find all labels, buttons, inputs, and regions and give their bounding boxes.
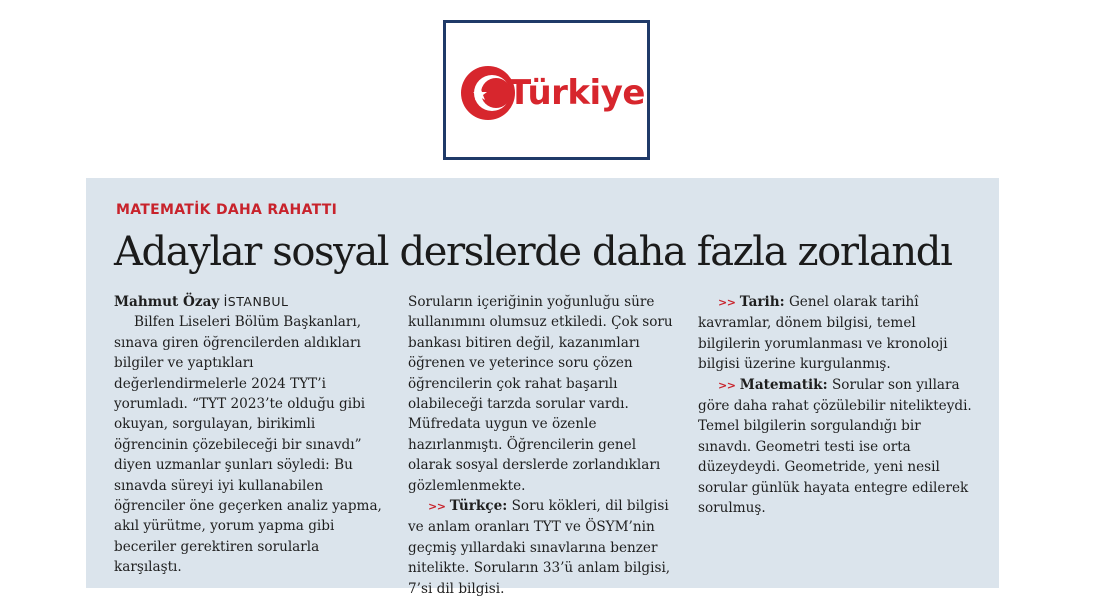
tarih-section bbox=[698, 292, 973, 375]
tarih-text: Genel olarak tarihî kavramlar, dönem bilgisi, temel bilgilerin yorumlanması ve kronoloji bilgisi üzerine kurgulanmış. bbox=[698, 294, 948, 373]
logo-wordmark: Türkiye bbox=[508, 73, 645, 113]
article-column-3 bbox=[698, 292, 973, 518]
article-clipping bbox=[86, 178, 999, 597]
byline-location: İSTANBUL bbox=[223, 294, 289, 309]
section-marker-icon: >> bbox=[718, 296, 736, 309]
tarih-subhead: Tarih: bbox=[739, 294, 785, 310]
turkce-text: Soru kökleri, dil bilgisi ve anlam oranları TYT ve ÖSYM’nin geçmiş yıllardaki sınavlarına benzer nitelikte. Soruların 33’ü anlam bilgisi, 7’si dil bilgisi. bbox=[408, 498, 671, 597]
article-column-1 bbox=[114, 292, 384, 578]
byline-author: Mahmut Özay bbox=[114, 294, 220, 310]
article-column-2 bbox=[408, 292, 678, 599]
turkce-subhead: Türkçe: bbox=[449, 498, 508, 515]
article-kicker: MATEMATİK DAHA RAHATTI bbox=[116, 202, 338, 218]
section-marker-icon: >> bbox=[428, 500, 446, 514]
paragraph: Soruların içeriğinin yoğunluğu süre kullanımını olumsuz etkiledi. Çok soru bankası bitiren değil, kazanımları öğrenen ve yeterince soru çözen öğrencilerin çok rahat başarılı olabileceği tarzda sorular vardı. Müfredata uygun ve özenle hazırlanmıştı. Öğrencilerin genel olarak sosyal derslerde zorlandıkları gözlemlenmekte. bbox=[408, 294, 673, 494]
matematik-text: Sorular son yıllara göre daha rahat çözülebilir nitelikteydi. Temel bilgilerin sorgulandığı bir sınavdı. Geometri testi ise orta düzeydeydi. Geometride, yeni nesil sorular günlük hayata entegre edilerek sorulmuş. bbox=[698, 376, 972, 517]
matematik-subhead: Matematik: bbox=[739, 376, 828, 393]
turkce-section bbox=[408, 496, 678, 599]
matematik-section bbox=[698, 375, 973, 519]
section-marker-icon: >> bbox=[718, 378, 736, 392]
article-headline: Adaylar sosyal derslerde daha fazla zorlandı bbox=[114, 229, 952, 275]
newspaper-logo bbox=[443, 20, 650, 160]
paragraph: Bilfen Liseleri Bölüm Başkanları, sınava giren öğrencilerden aldıkları bilgiler ve yaptıkları değerlendirmelerle 2024 TYT’i yorumladı. “TYT 2023’te olduğu gibi okuyan, sorgulayan, birikimli öğrencinin çözebileceği bir sınavdı” diyen uzmanlar şunları söyledi: Bu sınavda süreyi iyi kullanabilen öğrenciler öne geçerken analiz yapma, akıl yürütme, yorum yapma gibi beceriler gerektiren sorularla karşılaştı. bbox=[114, 314, 382, 576]
byline bbox=[114, 292, 384, 312]
